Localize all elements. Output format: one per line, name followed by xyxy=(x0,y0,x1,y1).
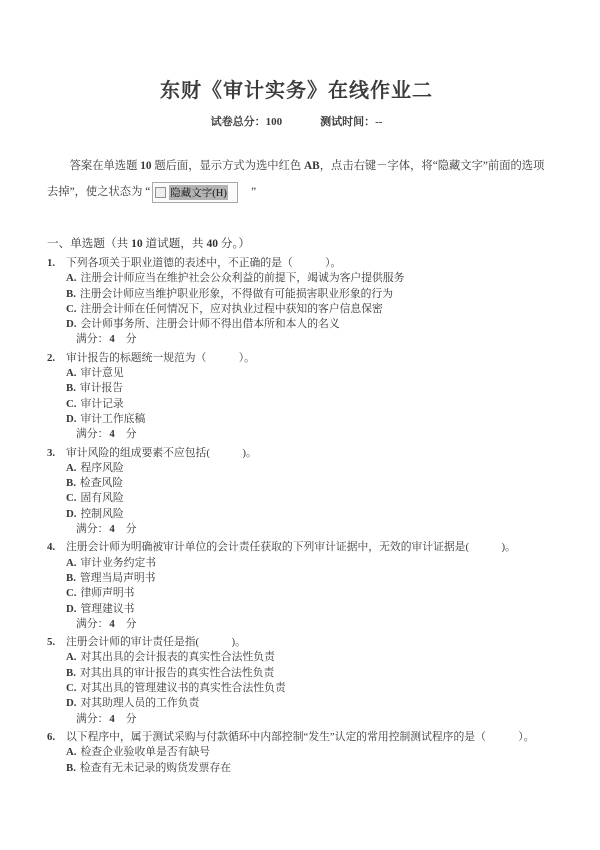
option-text: 管理建议书 xyxy=(80,602,135,615)
notice-text-2: 题后面，显示方式为选中红色 xyxy=(151,160,305,172)
hidden-text-checkbox-widget xyxy=(152,182,238,203)
option-text: 对其出具的管理建议书的真实性合法性负责 xyxy=(80,682,286,695)
question-list xyxy=(47,256,546,776)
option-row xyxy=(66,491,546,506)
option-row xyxy=(66,586,546,601)
score-label: 满分： xyxy=(76,617,109,630)
question-block-6 xyxy=(47,730,546,776)
score-label: 满分： xyxy=(76,333,109,346)
option-label: A. xyxy=(66,556,77,569)
option-row xyxy=(66,650,546,665)
question-text: 审计风险的组成要素不应包括( )。 xyxy=(66,446,257,459)
score-label: 满分： xyxy=(76,712,109,725)
option-row xyxy=(66,745,546,760)
option-row xyxy=(66,381,546,396)
option-text: 审计记录 xyxy=(80,397,124,410)
option-row xyxy=(66,412,546,427)
option-row xyxy=(66,366,546,381)
question-block-1 xyxy=(47,256,546,348)
option-label: B. xyxy=(66,571,76,584)
meta-line xyxy=(47,113,546,129)
option-label: A. xyxy=(66,272,77,285)
notice-bold-ab: AB xyxy=(304,160,320,172)
option-label: C. xyxy=(66,682,77,695)
question-text: 注册会计师为明确被审计单位的会计责任获取的下列审计证据中，无效的审计证据是( )。 xyxy=(66,541,516,554)
option-row xyxy=(66,287,546,302)
total-score-label: 试卷总分： xyxy=(210,116,266,128)
checkbox-icon xyxy=(155,187,166,198)
score-unit: 分 xyxy=(125,523,137,536)
score-unit: 分 xyxy=(125,712,137,725)
option-label: A. xyxy=(66,367,77,380)
option-row xyxy=(66,696,546,711)
score-value: 4 xyxy=(109,712,115,725)
option-row xyxy=(66,602,546,617)
score-label: 满分： xyxy=(76,428,109,441)
question-block-3 xyxy=(47,446,546,538)
option-row xyxy=(66,476,546,491)
question-block-2 xyxy=(47,351,546,443)
score-value: 4 xyxy=(109,428,115,441)
question-line xyxy=(47,540,546,555)
option-label: B. xyxy=(66,666,76,679)
question-block-4 xyxy=(47,540,546,632)
option-text: 管理当局声明书 xyxy=(79,571,156,584)
question-line xyxy=(47,256,546,271)
section-text-3: 分。） xyxy=(218,237,250,250)
question-line xyxy=(47,730,546,745)
option-text: 检查有无未记录的购货发票存在 xyxy=(79,761,232,774)
option-label: C. xyxy=(66,587,77,600)
option-text: 程序风险 xyxy=(80,461,124,474)
option-row xyxy=(66,761,546,776)
question-number: 5. xyxy=(47,636,56,649)
question-number: 2. xyxy=(47,351,56,364)
option-label: D. xyxy=(66,507,77,520)
option-label: C. xyxy=(66,302,77,315)
option-label: B. xyxy=(66,287,76,300)
option-row xyxy=(66,397,546,412)
option-row xyxy=(66,271,546,286)
question-text: 注册会计师的审计责任是指( )。 xyxy=(66,636,246,649)
option-row xyxy=(66,681,546,696)
option-text: 注册会计师应当维护职业形象，不得做有可能损害职业形象的行为 xyxy=(79,287,394,300)
section-text-2: 道试题，共 xyxy=(142,237,207,250)
option-label: C. xyxy=(66,492,77,505)
section-heading xyxy=(47,235,546,251)
option-label: A. xyxy=(66,651,77,664)
score-value: 4 xyxy=(109,617,115,630)
option-row xyxy=(66,571,546,586)
option-text: 审计意见 xyxy=(80,367,124,380)
option-text: 检查风险 xyxy=(79,477,124,490)
notice-text-1: 答案在单选题 xyxy=(69,160,141,172)
question-number: 4. xyxy=(47,541,56,554)
question-line xyxy=(47,351,546,366)
option-label: A. xyxy=(66,461,77,474)
option-text: 对其助理人员的工作负责 xyxy=(80,697,200,710)
notice-paragraph xyxy=(47,153,546,205)
option-text: 审计业务约定书 xyxy=(80,556,157,569)
option-text: 注册会计师在任何情况下，应对执业过程中获知的客户信息保密 xyxy=(80,302,383,315)
option-text: 控制风险 xyxy=(80,507,124,520)
score-unit: 分 xyxy=(125,428,137,441)
option-label: A. xyxy=(66,746,77,759)
score-line xyxy=(76,427,546,442)
question-block-5 xyxy=(47,635,546,727)
notice-text-4: ” xyxy=(239,186,257,198)
option-label: C. xyxy=(66,397,77,410)
option-row xyxy=(66,317,546,332)
score-line xyxy=(76,617,546,632)
score-value: 4 xyxy=(109,333,115,346)
question-text: 下列各项关于职业道德的表述中，不正确的是（ ）。 xyxy=(66,257,342,269)
option-label: D. xyxy=(66,318,77,331)
option-row xyxy=(66,556,546,571)
question-line xyxy=(47,635,546,650)
option-label: D. xyxy=(66,412,77,425)
test-time-value: -- xyxy=(375,116,383,128)
option-row xyxy=(66,302,546,317)
option-text: 对其出具的审计报告的真实性合法性负责 xyxy=(79,666,275,679)
option-label: B. xyxy=(66,761,76,774)
score-line xyxy=(76,332,546,347)
option-text: 固有风险 xyxy=(80,492,124,505)
option-label: D. xyxy=(66,697,77,710)
notice-text-3: ，点击右键－字体，将“隐藏文字”前面的选项去掉”，使之状态为 “ xyxy=(47,160,545,198)
question-number: 1. xyxy=(47,257,56,269)
section-text-1: 一、单选题（共 xyxy=(47,237,132,250)
option-row xyxy=(66,507,546,522)
score-label: 满分： xyxy=(76,523,109,536)
option-row xyxy=(66,666,546,681)
question-number: 6. xyxy=(47,730,56,743)
option-text: 审计报告 xyxy=(79,382,124,395)
document-title: 东财《审计实务》在线作业二 xyxy=(160,80,433,102)
option-text: 检查企业验收单是否有缺号 xyxy=(80,746,211,759)
score-unit: 分 xyxy=(125,617,137,630)
question-text: 以下程序中，属于测试采购与付款循环中内部控制“发生”认定的常用控制测试程序的是（ ）。 xyxy=(66,730,535,743)
option-label: B. xyxy=(66,382,76,395)
option-label: B. xyxy=(66,477,76,490)
option-text: 会计师事务所、注册会计师不得出借本所和本人的名义 xyxy=(80,318,340,331)
option-text: 注册会计师应当在维护社会公众利益的前提下，竭诚为客户提供服务 xyxy=(80,272,405,285)
hidden-text-label: 隐藏文字(H) xyxy=(169,185,228,200)
question-number: 3. xyxy=(47,446,56,459)
option-row xyxy=(66,461,546,476)
option-text: 审计工作底稿 xyxy=(80,412,146,425)
question-text: 审计报告的标题统一规范为（ ）。 xyxy=(66,351,255,364)
score-line xyxy=(76,522,546,537)
option-text: 对其出具的会计报表的真实性合法性负责 xyxy=(80,651,275,664)
section-points: 40 xyxy=(206,237,219,250)
option-label: D. xyxy=(66,602,77,615)
option-text: 律师声明书 xyxy=(80,587,135,600)
section-question-count: 10 xyxy=(131,237,143,250)
notice-bold-count: 10 xyxy=(140,160,152,172)
score-value: 4 xyxy=(109,523,115,536)
test-time-label: 测试时间： xyxy=(320,116,376,128)
score-line xyxy=(76,712,546,727)
total-score-value: 100 xyxy=(265,116,283,128)
score-unit: 分 xyxy=(125,333,137,346)
question-line xyxy=(47,446,546,461)
